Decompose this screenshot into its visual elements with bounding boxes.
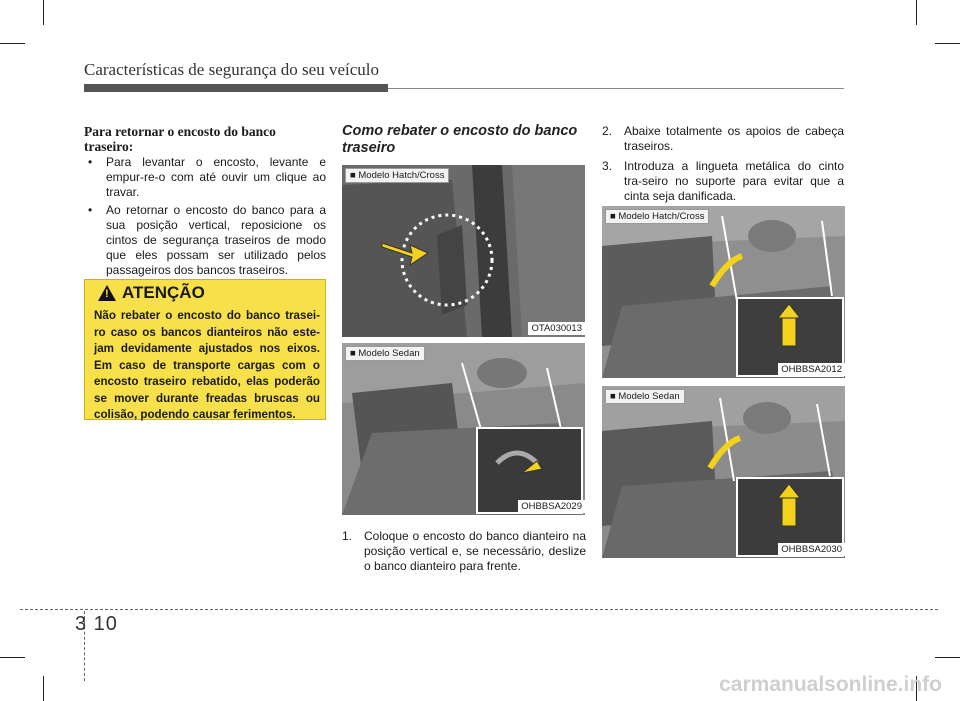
list-item: 3. Introduza a lingueta metálica do cinto tra-seiro no suporte para evitar que a cinta seja danificada.	[602, 159, 844, 203]
warning-text: Não rebater o encosto do banco trasei-ro caso os bancos dianteiros não este-jam devidamente ajustados nos eixos. Em caso de transporte cargas com o encosto traseiro rebatido, elas poderão se mover durante freadas bruscas ou colisão, podendo causar ferimentos.	[94, 309, 320, 421]
crop-mark	[43, 0, 44, 25]
sedan-headrest-illustration	[602, 386, 845, 558]
section-heading-return-seatback: Para retornar o encosto do banco traseiro:	[84, 124, 276, 154]
crop-mark	[916, 0, 917, 25]
steps-list-middle	[342, 529, 586, 579]
warning-title: ! ATENÇÃO	[98, 283, 205, 303]
figure-headrest-hatch	[602, 206, 845, 378]
list-item: • Ao retornar o encosto do banco para a sua posição vertical, reposicione os cintos de segurança traseiros de modo que eles possam ser utilizado pelos passageiros dos bancos traseiros.	[88, 203, 326, 277]
crop-mark	[935, 657, 960, 658]
figure-model-tag: ■ Modelo Hatch/Cross	[345, 168, 449, 183]
watermark: carmanualsonline.info	[719, 673, 942, 696]
figure-model-tag: ■ Modelo Sedan	[605, 389, 685, 404]
figure-headrest-sedan	[602, 386, 845, 558]
warning-triangle-icon: !	[98, 285, 116, 301]
figure-code: OHBBSA2012	[778, 363, 845, 376]
figure-code: OHBBSA2030	[778, 543, 845, 556]
crop-mark	[0, 43, 25, 44]
footer-rule	[20, 609, 938, 610]
list-item: 1. Coloque o encosto do banco dianteiro na posição vertical e, se necessário, deslize o banco dianteiro para frente.	[342, 529, 586, 573]
bullet-list	[84, 155, 326, 281]
page-header-title: Características de segurança do seu veículo	[84, 60, 380, 79]
header-rule-accent	[84, 84, 388, 92]
section-heading-fold-seatback: Como rebater o encosto do banco traseiro	[342, 123, 578, 156]
figure-model-tag: ■ Modelo Sedan	[345, 346, 425, 361]
figure-code: OHBBSA2029	[518, 500, 585, 513]
crop-mark	[935, 43, 960, 44]
list-item: 2. Abaixe totalmente os apoios de cabeça traseiros.	[602, 124, 844, 153]
figure-seatback-release-sedan	[342, 343, 585, 515]
figure-code: OTA030013	[528, 322, 585, 335]
figure-model-tag: ■ Modelo Hatch/Cross	[605, 209, 709, 224]
steps-list-right	[602, 124, 844, 209]
crop-mark	[0, 657, 25, 658]
list-item: • Para levantar o encosto, levante e empur-re-o com até ouvir um clique ao travar.	[88, 155, 326, 199]
seatback-release-illustration	[342, 165, 585, 337]
hatch-rear-seat-illustration	[602, 206, 845, 378]
figure-seatback-release-hatch	[342, 165, 585, 337]
sedan-rear-seat-illustration	[342, 343, 585, 515]
crop-mark	[43, 676, 44, 701]
page-number: 3 10	[75, 613, 118, 635]
